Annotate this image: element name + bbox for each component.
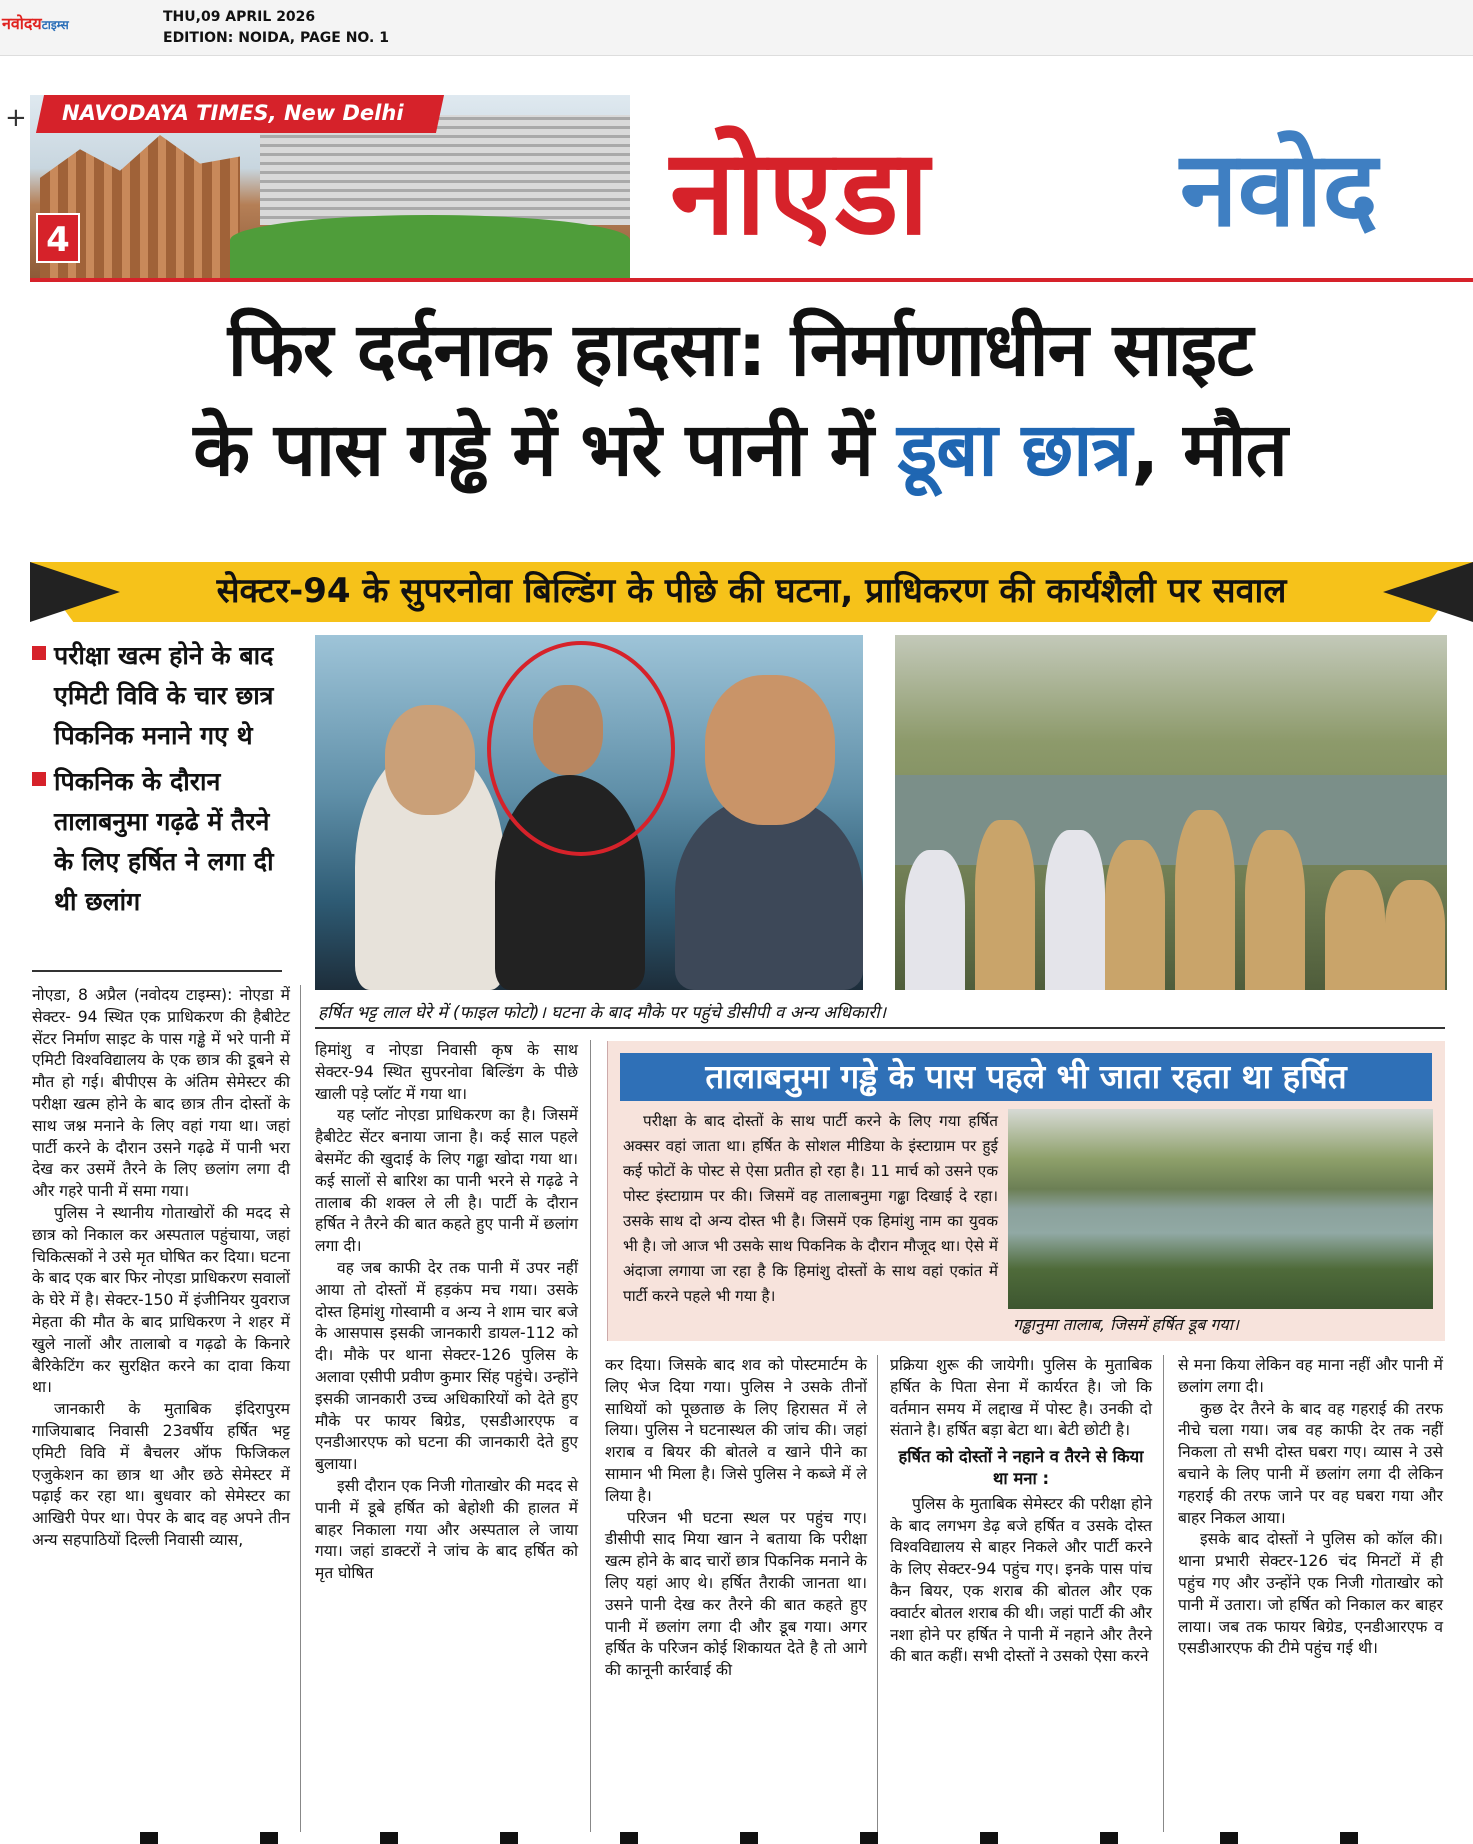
pond-photo[interactable] xyxy=(1008,1109,1433,1309)
article-paragraph: वह जब काफी देर तक पानी में उपर नहीं आया तो दोस्तों में हड़कंप मच गया। उसके दोस्त हिमांशु गोस्वामी व अन्य ने शाम चार बजे के आसपास इसकी जानकारी डायल-112 को दी। मौके पर थाना सेक्टर-126 पुलिस के अलावा एसीपी प्रवीण कुमार सिंह पहुंचे। उन्होंने इसकी जानकारी उच्च अधिकारियों को देते हुए मौके पर फायर बिग्रेड, एसडीआरएफ व एनडीआरएफ को घटना की जानकारी देते हुए बुलाया। xyxy=(315,1258,578,1474)
bullet-item xyxy=(32,636,282,756)
person-figure xyxy=(1105,840,1165,990)
main-headline xyxy=(30,300,1450,500)
person-figure xyxy=(1245,830,1305,990)
headline-line-2 xyxy=(30,400,1450,500)
pond-photo-caption: गड्ढानुमा तालाब, जिसमें हर्षित डूब गया। xyxy=(1013,1315,1239,1334)
person-figure xyxy=(975,820,1035,990)
masthead-title: नोएडा xyxy=(670,123,931,261)
sidebar-story-title: तालाबनुमा गड्ढे के पास पहले भी जाता रहता था हर्षित xyxy=(620,1053,1432,1101)
article-paragraph: पुलिस के मुताबिक सेमेस्टर की परीक्षा होने के बाद लगभग डेढ़ बजे हर्षित व उसके दोस्त विश्वविद्यालय से बाहर निकले और पार्टी करने के लिए सेक्टर-94 पहुंच गए। इनके पास पांच कैन बियर, एक शराब की बोतल और एक क्वार्टर बोतल शराब की थी। जहां पार्टी की और नशा होने पर हर्षित ने पानी में नहाने और तैरने की बात कहीं। सभी दोस्तों ने उसको ऐसा करने xyxy=(890,1494,1152,1666)
person-figure xyxy=(1385,880,1445,990)
headline-line-2-end: , मौत xyxy=(1131,407,1287,493)
photo-caption: हर्षित भट्ट लाल घेरे में (फाइल फोटो)। घटना के बाद मौके पर पहुंचे डीसीपी व अन्य अधिकारी। xyxy=(318,1003,887,1023)
divider xyxy=(32,970,282,972)
highlight-bullets xyxy=(32,636,282,928)
bullet-text: पिकनिक के दौरान तालाबनुमा गढ़ढे में तैरने के लिए हर्षित ने लगा दी थी छलांग xyxy=(54,767,274,916)
article-paragraph: कुछ देर तैरने के बाद वह गहराई की तरफ नीचे चला गया। जब वह काफी देर तक नहीं निकला तो सभी दोस्त घबरा गए। व्यास ने उसे बचाने के लिए पानी में छलांग लगा दी लेकिन गहराई की तरफ जाने पर वह घबरा गया और बाहर निकल आया। xyxy=(1178,1399,1443,1527)
headline-highlight: डूबा छात्र xyxy=(897,407,1132,493)
masthead-banner-text: NAVODAYA TIMES, New Delhi xyxy=(62,101,404,125)
person-figure xyxy=(905,850,965,990)
article-subhead: हर्षित को दोस्तों ने नहाने व तैरने से किया था मना : xyxy=(898,1447,1144,1488)
column-divider xyxy=(300,985,301,1833)
bullet-square-icon xyxy=(32,646,46,660)
bullet-square-icon xyxy=(32,772,46,786)
article-column-3 xyxy=(605,1355,867,1682)
deck-strap xyxy=(30,562,1473,622)
reader-toolbar xyxy=(0,0,1473,56)
edition-label: EDITION: NOIDA, PAGE NO. 1 xyxy=(163,30,389,46)
article-paragraph: इसी दौरान एक निजी गोताखोर की मदद से पानी में डूबे हर्षित को बेहोशी की हालत में बाहर निकाला गया और अस्पताल ले जाया गया। जहां डाक्टरों ने जांच के बाद हर्षित को मृत घोषित xyxy=(315,1476,578,1583)
face xyxy=(385,705,475,815)
article-paragraph: यह प्लॉट नोएडा प्राधिकरण का है। जिसमें हैबीटेट सेंटर बनाया जाना है। कई साल पहले बेसमेंट की खुदाई के लिए गढ्ढा खोदा गया था। कई सालों से बारिश का पानी भरने से गढ़ढे ने तालाब की शक्ल ले ली है। पार्टी के दौरान हर्षित ने तैरने की बात कहते हुए पानी में छलांग लगा दी। xyxy=(315,1106,578,1256)
next-headline-fragment xyxy=(0,1832,1473,1844)
issue-date: THU,09 APRIL 2026 xyxy=(163,9,316,25)
masthead-rule xyxy=(30,278,1473,282)
article-paragraph: पुलिस ने स्थानीय गोताखोरों की मदद से छात्र को निकाल कर अस्पताल पहुंचाया, जहां चिकित्सकों ने उसे मृत घोषित कर दिया। घटना के बाद एक बार फिर नोएडा प्राधिकरण सवालों के घेरे में है। सेक्टर-150 में इंजीनियर युवराज मेहता की मौत के बाद प्राधिकरण ने शहर में खुले नालों और तालाबो व गढ़ढो के किनारे बैरिकेटिंग कर सुरक्षित करने का दावा किया था। xyxy=(32,1203,290,1397)
deck-text: सेक्टर-94 के सुपरनोवा बिल्डिंग के पीछे की घटना, प्राधिकरण की कार्यशैली पर सवाल xyxy=(216,571,1287,611)
column-divider xyxy=(1163,1355,1164,1833)
red-circle-marker xyxy=(487,641,675,856)
article-paragraph: हिमांशु व नोएडा निवासी कृष के साथ सेक्टर-94 स्थित सुपरनोवा बिल्डिंग के पीछे खाली पड़े प्लॉट में गया था। xyxy=(315,1041,578,1103)
article-paragraph: जानकारी के मुताबिक इंदिरापुरम गाजियाबाद निवासी 23वर्षीय हर्षित भट्ट एमिटी विवि में बैचलर ऑफ फिजिकल एजुकेशन का छात्र था और छठे सेमेस्टर में पढ़ाई कर रहा था। बुधवार को सेमेस्टर का आखिरी पेपर था। पेपर के बाद वह अपने तीन अन्य सहपाठियों दिल्ली निवासी व्यास, xyxy=(32,1400,290,1549)
article-paragraph: से मना किया लेकिन वह माना नहीं और पानी में छलांग लगा दी। xyxy=(1178,1356,1443,1396)
bullet-item xyxy=(32,762,282,922)
field-graphic xyxy=(230,215,630,278)
article-paragraph: परिजन भी घटना स्थल पर पहुंच गए। डीसीपी साद मिया खान ने बताया कि परीक्षा खत्म होने के बाद चारों छात्र पिकनिक मनाने के लिए यहां आए थे। हर्षित तैराकी जानता था। उसने पानी देख कर तैरने की बात कहते हुए पानी में छलांग लगा दी और डूब गया। अगर हर्षित के परिजन कोई शिकायत देते है तो आगे की कानूनी कार्रवाई की xyxy=(605,1508,867,1680)
article-paragraph: प्रक्रिया शुरू की जायेगी। पुलिस के मुताबिक हर्षित के पिता सेना में कार्यरत है। जो कि वर्तमान समय में लद्दाख में पोस्ट है। उनकी दो संताने है। हर्षित बड़ा बेटा था। बेटी छोटी है। xyxy=(890,1356,1152,1440)
face xyxy=(705,675,835,825)
divider xyxy=(315,1027,1445,1029)
officials-photo[interactable] xyxy=(895,635,1447,990)
logo-subtext: टाइम्स xyxy=(41,18,69,32)
newspaper-logo[interactable] xyxy=(2,12,142,36)
headline-line-1: फिर दर्दनाक हादसा: निर्माणाधीन साइट xyxy=(227,307,1253,393)
article-paragraph: इसके बाद दोस्तों ने पुलिस को कॉल की। थाना प्रभारी सेक्टर-126 चंद मिनटों में ही पहुंच गए और उन्होंने एक निजी गोताखोर को पानी में उतारा। जो हर्षित को निकाल कर बाहर लाया। जब तक फायर बिग्रेड, एनडीआरएफ व एसडीआरएफ की टीमे पहुंच गई थी। xyxy=(1178,1530,1443,1658)
masthead xyxy=(30,95,1473,278)
masthead-title-secondary: नवोद xyxy=(1180,128,1378,250)
article-column-5 xyxy=(1178,1355,1443,1660)
person-figure xyxy=(1045,830,1105,990)
crop-mark-icon: + xyxy=(5,103,27,133)
sidebar-story-box xyxy=(607,1041,1445,1341)
column-divider xyxy=(877,1355,878,1833)
person-figure xyxy=(1325,870,1385,990)
article-paragraph: नोएडा, 8 अप्रैल (नवोदय टाइम्स): नोएडा में सेक्टर- 94 स्थित एक प्राधिकरण की हैबीटेट सेंटर निर्माण साइट के पास गड्ढे में भरे पानी में एमिटी विश्वविद्यालय के एक छात्र की डूबने से मौत हो गई। बीपीएस के अंतिम सेमेस्टर की परीक्षा खत्म होने के बाद छात्र तीन दोस्तों के साथ जश्न मनाने के लिए वहां गया था। जहां पार्टी करने के दौरान उसने गढ़ढे में पानी भरा देख कर उसमें तैरने के लिए छलांग लगा दी और गहरे पानी में समा गया। xyxy=(32,986,290,1201)
article-paragraph: कर दिया। जिसके बाद शव को पोस्टमार्टम के लिए भेज दिया गया। पुलिस ने उसके तीनों साथियों को पूछताछ के लिए हिरासत में ले लिया। पुलिस ने घटनास्थल की जांच की। जहां शराब व बियर की बोतले व खाने पीने का सामान भी मिला है। जिसे पुलिस ने कब्जे में ले लिया है। xyxy=(605,1356,867,1505)
column-divider xyxy=(590,1040,591,1833)
student-photo[interactable] xyxy=(315,635,863,990)
page-number-badge: 4 xyxy=(36,213,80,263)
clipped-text xyxy=(140,1832,1440,1844)
sidebar-story-text: परीक्षा के बाद दोस्तों के साथ पार्टी करने के लिए गया हर्षित अक्सर वहां जाता था। हर्षित के सोशल मीडिया के इंस्टाग्राम पर हुई कई फोटों के पोस्ट से ऐसा प्रतीत हो रहा है। 11 मार्च को उसने एक पोस्ट इंस्टाग्राम पर की। जिसमें वह तालाबनुमा गढ्ढा दिखाई दे रहा। उसके साथ दो अन्य दोस्त भी है। जिसमें एक हिमांशु नाम का युवक भी है। जो आज भी उसके साथ पिकनिक के दौरान मौजूद था। ऐसे में अंदाजा लगाया जा रहा है कि हिमांशु दोस्तों के साथ वहां एकांत में पार्टी करने पहले भी गया है। xyxy=(623,1112,998,1305)
bullet-text: परीक्षा खत्म होने के बाद एमिटी विवि के चार छात्र पिकनिक मनाने गए थे xyxy=(54,641,274,750)
article-column-4 xyxy=(890,1355,1152,1668)
person-figure xyxy=(1175,810,1235,990)
article-column-1 xyxy=(32,985,290,1552)
headline-line-2-start: के पास गड्ढे में भरे पानी में xyxy=(193,407,898,493)
article-column-2 xyxy=(315,1040,578,1585)
logo-text: नवोदय xyxy=(2,14,42,33)
